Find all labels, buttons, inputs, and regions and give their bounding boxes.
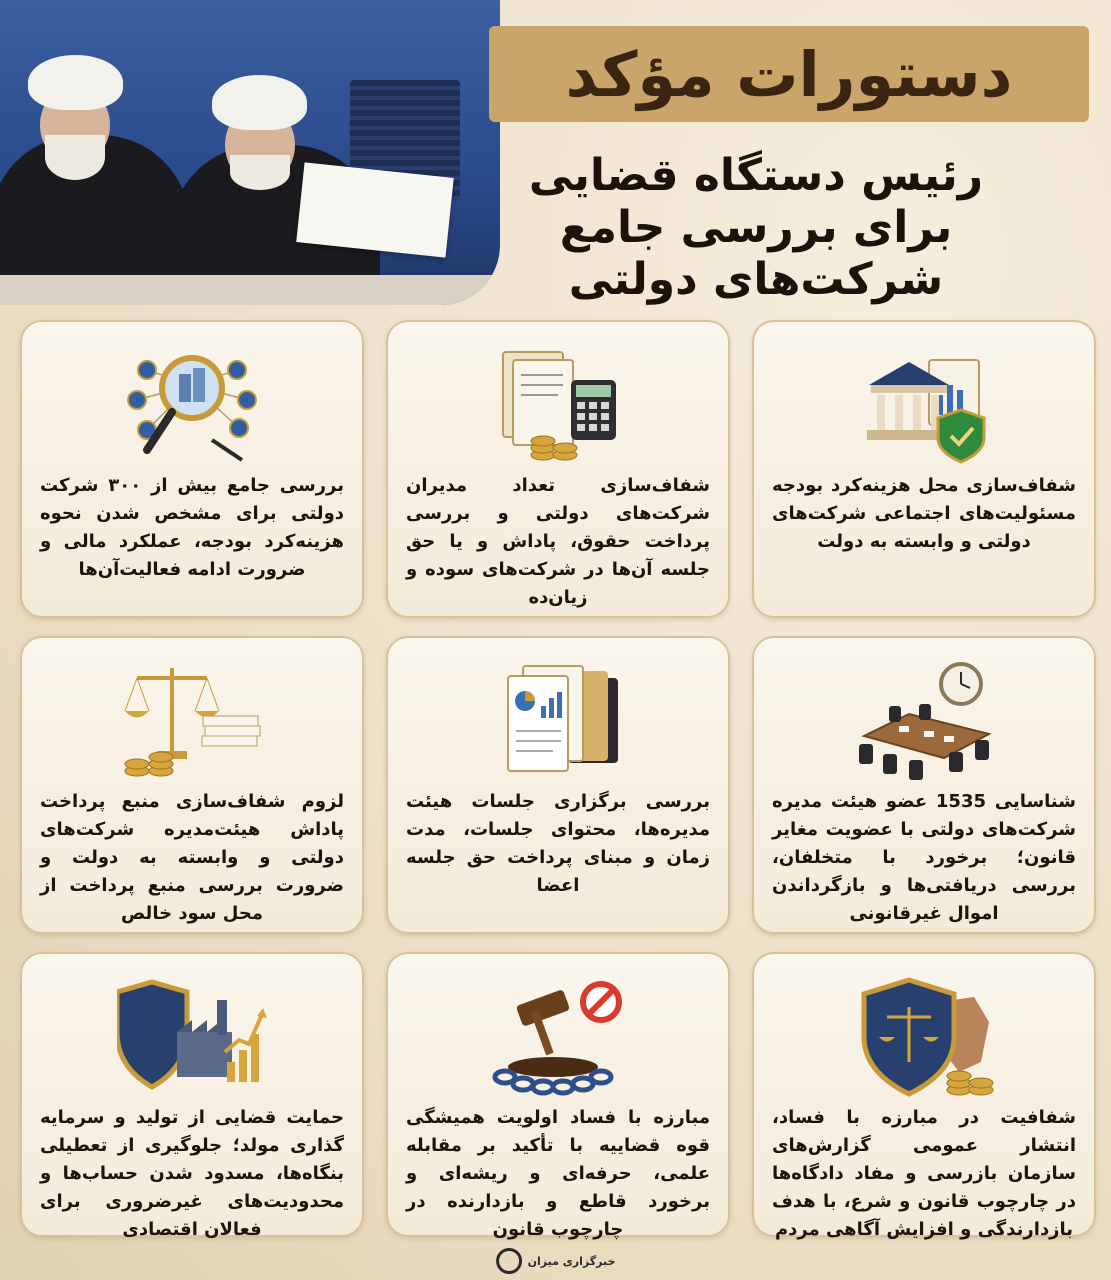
held-paper: [296, 162, 454, 257]
header-photo: [0, 0, 500, 305]
card-anti-corruption-transparency: [752, 952, 1096, 1240]
footer-logo: [496, 1248, 616, 1274]
card-board-meetings: [386, 636, 730, 934]
agency-logo-icon: [496, 1248, 522, 1274]
card-bonus-source: [20, 636, 364, 934]
shield-factory-growth-icon: [117, 972, 267, 1102]
card-text: بررسی برگزاری جلسات هیئت مدیره‌ها، محتوای جلسات، مدت زمان و مبنای پرداخت حق جلسه اعضا: [406, 791, 710, 896]
card-text: مبارزه با فساد اولویت همیشگی قوه قضاییه با تأکید بر مقابله علمی، حرفه‌ای و ریشه‌ای و برخورد قاطع و بازدارنده در چارچوب قانون: [406, 1107, 710, 1240]
subtitle: [521, 150, 991, 306]
card-text: شفاف‌سازی تعداد مدیران شرکت‌های دولتی و بررسی پرداخت حقوق، پاداش و یا حق جلسه آن‌ها در شرکت‌های سوده و زیان‌ده: [406, 475, 710, 608]
card-fight-corruption: [386, 952, 730, 1240]
person-left: [0, 25, 190, 285]
card-300-companies: [20, 320, 364, 618]
reports-folder-icon: [483, 656, 633, 786]
card-1535-members: [752, 636, 1096, 934]
card-text: بررسی جامع بیش از ۳۰۰ شرکت دولتی برای مشخص شدن نحوه هزینه‌کرد بودجه، عملکرد مالی و ضرورت ادامه فعالیت‌آن‌ها: [40, 475, 344, 580]
subtitle-line: شرکت‌های دولتی: [568, 254, 944, 305]
card-text: شفاف‌سازی محل هزینه‌کرد بودجه مسئولیت‌های اجتماعی شرکت‌های دولتی و وابسته به دولت: [772, 475, 1076, 552]
card-production-support: [20, 952, 364, 1240]
card-text: حمایت قضایی از تولید و سرمایه گذاری مولد؛ جلوگیری از تعطیلی بنگاه‌ها، مسدود شدن حساب‌ها و محدودیت‌های غیرضروری برای فعالان اقتصادی: [40, 1107, 344, 1240]
title-banner: [489, 26, 1089, 122]
documents-calculator-coins-icon: [483, 340, 633, 470]
card-managers-count: [386, 320, 730, 618]
card-text: شناسایی 1535 عضو هیئت مدیره شرکت‌های دولتی با عضویت مغایر قانون؛ برخورد با متخلفان، بررسی دریافتی‌ها و بازگرداندن اموال غیرقانونی: [772, 791, 1076, 924]
scales-coins-icon: [117, 656, 267, 786]
agency-name: خبرگزاری میزان: [527, 1254, 616, 1268]
subtitle-line: برای بررسی جامع: [559, 202, 953, 253]
magnifier-network-icon: [117, 340, 267, 470]
meeting-table-clock-icon: [849, 656, 999, 786]
bank-document-shield-icon: [849, 340, 999, 470]
subtitle-line: رئیس دستگاه قضایی: [528, 150, 984, 201]
card-text: شفافیت در مبارزه با فساد، انتشار عمومی گزارش‌های سازمان بازرسی و مفاد دادگاه‌ها در چارچوب قانون و شرع، با هدف بازدارندگی و افزایش آگاهی مردم: [772, 1107, 1076, 1240]
gavel-chain-prohibited-icon: [483, 972, 633, 1102]
desk: [0, 275, 500, 305]
card-budget-transparency: [752, 320, 1096, 618]
shield-scales-map-icon: [849, 972, 999, 1102]
card-text: لزوم شفاف‌سازی منبع پرداخت پاداش هیئت‌مدیره شرکت‌های دولتی و وابسته به دولت و ضرورت بررسی منبع پرداخت از محل سود خالص: [40, 791, 344, 924]
page-title: دستورات مؤکد: [565, 37, 1013, 111]
